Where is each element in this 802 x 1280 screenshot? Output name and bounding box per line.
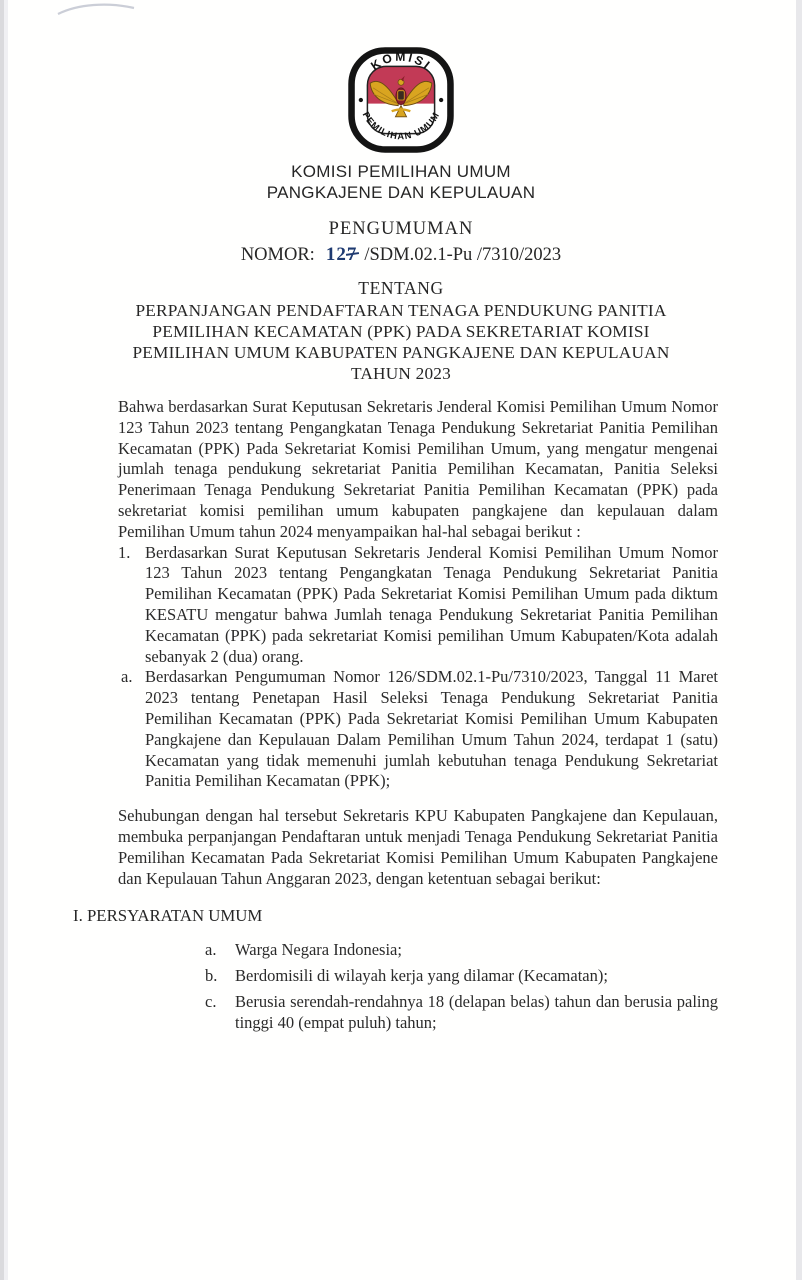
lettered-item-a (118, 667, 718, 792)
numbered-item-1-marker: 1. (118, 542, 131, 562)
requirement-b-marker: b. (205, 966, 218, 986)
org-name-line1: KOMISI PEMILIHAN UMUM (291, 162, 511, 181)
subject-line-3: PEMILIHAN UMUM KABUPATEN PANGKAJENE DAN KEPULAUAN (132, 343, 670, 362)
requirement-b-text: Berdomisili di wilayah kerja yang dilamar (Kecamatan); (235, 966, 608, 986)
subject-line-4: TAHUN 2023 (351, 364, 451, 383)
requirements-list (73, 939, 718, 1033)
org-name-block (0, 161, 802, 203)
logo-top-text: KOMISI (368, 49, 435, 74)
lettered-item-a-text: Berdasarkan Pengumuman Nomor 126/SDM.02.1-Pu/7310/2023, Tanggal 11 Maret 2023 tentang Penetapan Hasil Seleksi Tenaga Pendukung Sekretariat Panitia Pemilihan Kecamatan (PPK) Pada Sekretariat Komisi Pemilihan Umum Kabupaten Pangkajene dan Kepulauan Dalam Pemilihan Umum Tahun 2024, terdapat 1 (satu) Kecamatan yang tidak memenuhi jumlah kebutuhan tenaga Pendukung Sekretariat Panitia Pemilihan Kecamatan (PPK); (145, 667, 718, 791)
logo-bottom-text: PEMILIHAN UMUM (360, 110, 442, 142)
requirement-a-text: Warga Negara Indonesia; (235, 940, 402, 960)
subject-line-2: PEMILIHAN KECAMATAN (PPK) PADA SEKRETARIAT KOMISI (152, 322, 650, 341)
page-edge-left-inner (4, 0, 8, 1280)
tentang-label: TENTANG (358, 278, 444, 298)
logo-row (0, 0, 802, 161)
pen-mark (52, 0, 162, 22)
nomor-reference: /SDM.02.1-Pu /7310/2023 (364, 245, 562, 265)
requirement-item (205, 939, 718, 960)
requirement-c-text: Berusia serendah-rendahnya 18 (delapan belas) tahun dan berusia paling tinggi 40 (empat puluh) tahun; (235, 992, 718, 1033)
requirement-item (205, 965, 718, 986)
subject-title (0, 300, 802, 384)
requirement-c-marker: c. (205, 992, 217, 1012)
handwritten-number-part1: 12 (325, 244, 347, 265)
announcement-title: PENGUMUMAN (328, 219, 474, 239)
document-body (73, 397, 718, 1033)
numbered-item-1-text: Berdasarkan Surat Keputusan Sekretaris Jenderal Komisi Pemilihan Umum Nomor 123 Tahun 2023 tentang Pengangkatan Tenaga Pendukung Sekretariat Panitia Pemilihan Kecamatan (PPK) Pada Sekretariat Komisi Pemilihan Umum pada diktum KESATU mengatur bahwa Jumlah tenaga Pendukung Sekretariat Panitia Pemilihan Kecamatan (PPK) pada sekretariat Komisi pemilihan Umum Kabupaten/Kota adalah sebanyak 2 (dua) orang. (145, 542, 718, 666)
org-name-line2: PANGKAJENE DAN KEPULAUAN (266, 183, 536, 202)
handwritten-number (326, 244, 358, 266)
section-heading-persyaratan-umum: I. PERSYARATAN UMUM (73, 906, 263, 926)
opening-paragraph: Bahwa berdasarkan Surat Keputusan Sekretaris Jenderal Komisi Pemilihan Umum Nomor 123 Tahun 2023 tentang Pengangkatan Tenaga Pendukung Sekretariat Panitia Pemilihan Kecamatan (PPK) Pada Sekretariat Komisi Pemilihan Umum, yang mengatur mengenai jumlah tenaga pendukung sekretariat Panitia Pemilihan Kecamatan, Panitia Seleksi Penerimaan Tenaga Pendukung Sekretariat Panitia Pemilihan Kecamatan (PPK) pada sekretariat komisi pemilihan umum kabupaten pangkajene dan kepulauan dalam Pemilihan Umum tahun 2024 menyampaikan hal-hal sebagai berikut : (118, 397, 718, 541)
subject-line-1: PERPANJANGAN PENDAFTARAN TENAGA PENDUKUNG PANITIA (135, 301, 667, 320)
requirement-a-marker: a. (205, 940, 217, 960)
nomor-label: NOMOR: (240, 245, 315, 265)
numbered-item-1 (118, 543, 718, 668)
lettered-item-a-marker: a. (121, 667, 133, 687)
closing-paragraph: Sehubungan dengan hal tersebut Sekretaris KPU Kabupaten Pangkajene dan Kepulauan, membuka perpanjangan Pendaftaran untuk menjadi Tenaga Pendukung Sekretariat Panitia Pemilihan Kecamatan Pada Sekretariat Komisi Pemilihan Umum Kabupaten Pangkajene dan Kepulauan Tahun Anggaran 2023, dengan ketentuan sebagai berikut: (118, 806, 718, 888)
kpu-logo (345, 44, 457, 156)
page-edge-right (796, 0, 802, 1280)
requirement-item (205, 991, 718, 1033)
handwritten-number-part2: 7 (346, 244, 358, 265)
announcement-number-line (0, 244, 802, 266)
